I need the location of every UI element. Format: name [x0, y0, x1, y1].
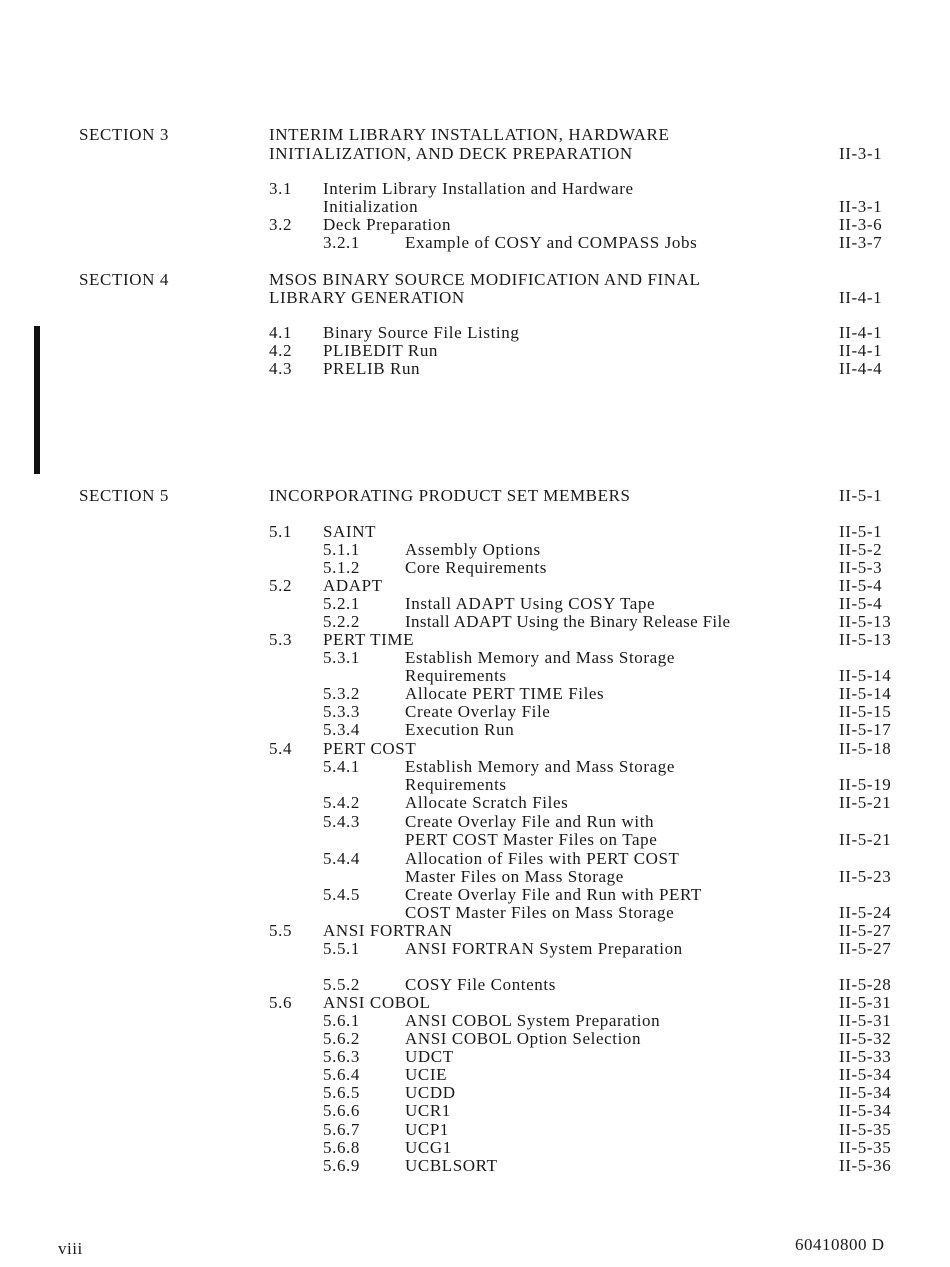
entry-title: Establish Memory and Mass Storage — [405, 757, 676, 776]
entry-title: ANSI COBOL System Preparation — [405, 1011, 661, 1030]
page-number: viii — [58, 1239, 83, 1258]
entry-title: ANSI FORTRAN — [323, 921, 453, 940]
entry-title: Install ADAPT Using the Binary Release File — [405, 612, 731, 631]
entry-title: Install ADAPT Using COSY Tape — [405, 594, 656, 613]
entry-number: 3.1 — [269, 179, 293, 198]
entry-title: ADAPT — [323, 576, 383, 595]
entry-number: 5.3.2 — [323, 684, 360, 703]
entry-title: Create Overlay File and Run with — [405, 812, 655, 831]
entry-page: II-5-14 — [839, 666, 892, 685]
entry-number: 5.6 — [269, 993, 293, 1012]
entry-title: Create Overlay File — [405, 702, 551, 721]
entry-title: Master Files on Mass Storage — [405, 867, 624, 886]
entry-title: ANSI COBOL Option Selection — [405, 1029, 642, 1048]
entry-number: 5.4.3 — [323, 812, 360, 831]
entry-title: Create Overlay File and Run with PERT — [405, 885, 702, 904]
entry-number: 5.6.8 — [323, 1138, 360, 1157]
entry-page: II-3-6 — [839, 215, 883, 234]
entry-page: II-5-34 — [839, 1083, 892, 1102]
document-number: 60410800 D — [795, 1235, 885, 1254]
entry-title: ANSI FORTRAN System Preparation — [405, 939, 683, 958]
entry-page: II-5-2 — [839, 540, 883, 559]
entry-number: 5.4 — [269, 739, 293, 758]
section-4-label: SECTION 4 — [79, 270, 169, 289]
entry-title: Deck Preparation — [323, 215, 452, 234]
entry-number: 5.5.1 — [323, 939, 360, 958]
entry-number: 5.6.7 — [323, 1120, 360, 1139]
entry-page: II-5-21 — [839, 793, 892, 812]
entry-title: Allocate PERT TIME Files — [405, 684, 605, 703]
entry-number: 5.1.1 — [323, 540, 360, 559]
section-5-title-line1: INCORPORATING PRODUCT SET MEMBERS — [269, 486, 631, 505]
entry-title: Requirements — [405, 775, 507, 794]
entry-number: 5.6.2 — [323, 1029, 360, 1048]
entry-title: Assembly Options — [405, 540, 541, 559]
entry-number: 5.6.1 — [323, 1011, 360, 1030]
entry-number: 5.4.4 — [323, 849, 360, 868]
section-4-page: II-4-1 — [839, 288, 883, 307]
entry-page: II-5-27 — [839, 921, 892, 940]
entry-page: II-5-24 — [839, 903, 892, 922]
entry-number: 5.6.4 — [323, 1065, 360, 1084]
entry-title: UDCT — [405, 1047, 454, 1066]
entry-title: Example of COSY and COMPASS Jobs — [405, 233, 698, 252]
entry-title: COSY File Contents — [405, 975, 556, 994]
entry-title: Core Requirements — [405, 558, 547, 577]
entry-title: SAINT — [323, 522, 377, 541]
entry-page: II-5-33 — [839, 1047, 892, 1066]
entry-number: 4.3 — [269, 359, 293, 378]
entry-title: UCG1 — [405, 1138, 452, 1157]
entry-page: II-4-4 — [839, 359, 883, 378]
entry-number: 5.3.1 — [323, 648, 360, 667]
entry-page: II-5-34 — [839, 1065, 892, 1084]
entry-title: Binary Source File Listing — [323, 323, 520, 342]
entry-page: II-5-1 — [839, 522, 883, 541]
entry-title: Requirements — [405, 666, 507, 685]
entry-page: II-5-34 — [839, 1101, 892, 1120]
entry-page: II-5-35 — [839, 1120, 892, 1139]
entry-number: 5.2.2 — [323, 612, 360, 631]
entry-page: II-5-15 — [839, 702, 892, 721]
entry-title: Allocate Scratch Files — [405, 793, 569, 812]
entry-page: II-5-28 — [839, 975, 892, 994]
entry-title: Interim Library Installation and Hardware — [323, 179, 634, 198]
entry-title: UCDD — [405, 1083, 456, 1102]
entry-page: II-5-13 — [839, 630, 892, 649]
entry-page: II-5-35 — [839, 1138, 892, 1157]
entry-page: II-5-36 — [839, 1156, 892, 1175]
entry-number: 5.3.4 — [323, 720, 360, 739]
section-3-title-line1: INTERIM LIBRARY INSTALLATION, HARDWARE — [269, 125, 670, 144]
revision-change-bar — [34, 326, 40, 474]
entry-number: 5.2.1 — [323, 594, 360, 613]
entry-number: 5.5 — [269, 921, 293, 940]
entry-page: II-5-31 — [839, 1011, 892, 1030]
entry-page: II-5-4 — [839, 576, 883, 595]
entry-title: UCP1 — [405, 1120, 449, 1139]
entry-number: 4.2 — [269, 341, 293, 360]
entry-title: PERT COST — [323, 739, 417, 758]
section-3-page: II-3-1 — [839, 144, 883, 163]
entry-page: II-5-21 — [839, 830, 892, 849]
entry-page: II-4-1 — [839, 341, 883, 360]
entry-title: Initialization — [323, 197, 419, 216]
entry-title: PRELIB Run — [323, 359, 421, 378]
section-4-title-line2: LIBRARY GENERATION — [269, 288, 465, 307]
entry-page: II-5-31 — [839, 993, 892, 1012]
entry-number: 5.4.1 — [323, 757, 360, 776]
entry-title: UCIE — [405, 1065, 448, 1084]
entry-page: II-4-1 — [839, 323, 883, 342]
entry-number: 5.6.6 — [323, 1101, 360, 1120]
entry-number: 3.2.1 — [323, 233, 360, 252]
entry-number: 5.2 — [269, 576, 293, 595]
entry-title: PLIBEDIT Run — [323, 341, 439, 360]
entry-number: 5.1 — [269, 522, 293, 541]
entry-title: Allocation of Files with PERT COST — [405, 849, 680, 868]
section-4-title-line1: MSOS BINARY SOURCE MODIFICATION AND FINAL — [269, 270, 701, 289]
entry-number: 5.6.5 — [323, 1083, 360, 1102]
entry-number: 5.6.9 — [323, 1156, 360, 1175]
entry-number: 4.1 — [269, 323, 293, 342]
entry-page: II-5-3 — [839, 558, 883, 577]
entry-number: 5.4.5 — [323, 885, 360, 904]
entry-title: UCR1 — [405, 1101, 451, 1120]
entry-title: Execution Run — [405, 720, 515, 739]
entry-page: II-5-17 — [839, 720, 892, 739]
entry-title: UCBLSORT — [405, 1156, 498, 1175]
entry-page: II-5-14 — [839, 684, 892, 703]
section-5-label: SECTION 5 — [79, 486, 169, 505]
entry-page: II-3-7 — [839, 233, 883, 252]
entry-number: 5.3.3 — [323, 702, 360, 721]
entry-page: II-5-23 — [839, 867, 892, 886]
entry-number: 3.2 — [269, 215, 293, 234]
entry-number: 5.3 — [269, 630, 293, 649]
entry-page: II-5-19 — [839, 775, 892, 794]
entry-page: II-5-27 — [839, 939, 892, 958]
entry-number: 5.1.2 — [323, 558, 360, 577]
section-3-label: SECTION 3 — [79, 125, 169, 144]
entry-number: 5.4.2 — [323, 793, 360, 812]
entry-page: II-5-18 — [839, 739, 892, 758]
entry-page: II-5-32 — [839, 1029, 892, 1048]
entry-title: Establish Memory and Mass Storage — [405, 648, 676, 667]
section-5-page: II-5-1 — [839, 486, 883, 505]
entry-page: II-5-13 — [839, 612, 892, 631]
entry-title: PERT COST Master Files on Tape — [405, 830, 658, 849]
entry-number: 5.5.2 — [323, 975, 360, 994]
entry-title: ANSI COBOL — [323, 993, 431, 1012]
entry-page: II-5-4 — [839, 594, 883, 613]
section-3-title-line2: INITIALIZATION, AND DECK PREPARATION — [269, 144, 633, 163]
entry-number: 5.6.3 — [323, 1047, 360, 1066]
entry-page: II-3-1 — [839, 197, 883, 216]
entry-title: COST Master Files on Mass Storage — [405, 903, 675, 922]
entry-title: PERT TIME — [323, 630, 415, 649]
